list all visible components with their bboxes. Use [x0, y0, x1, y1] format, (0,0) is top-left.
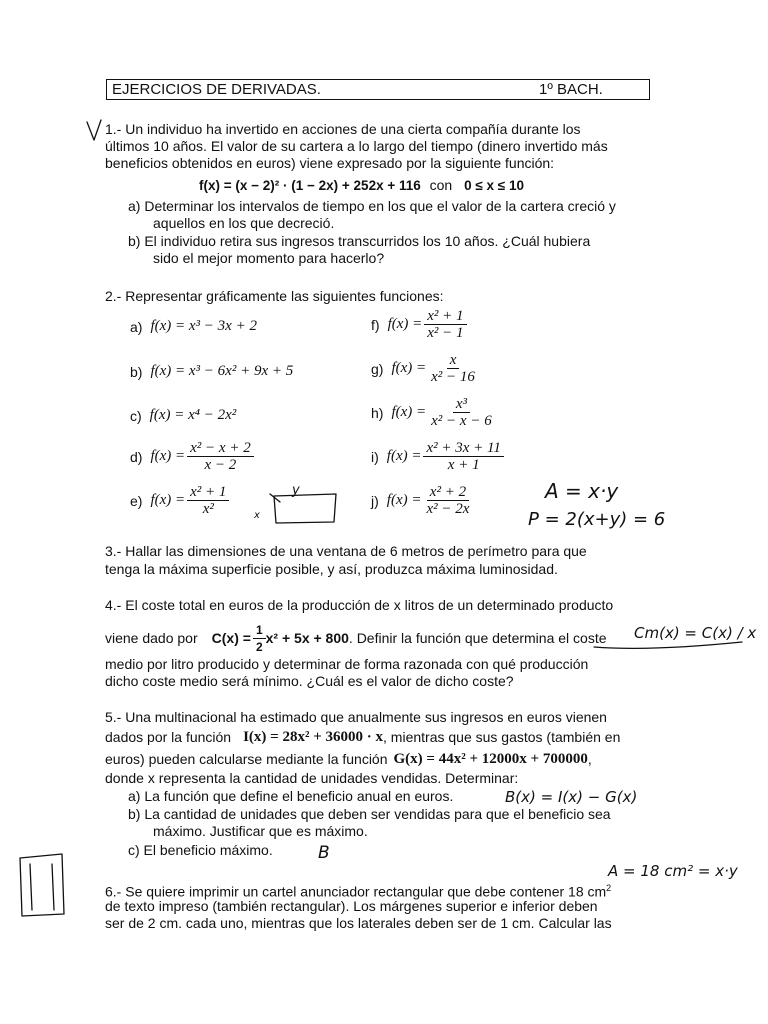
ex1-item-a-2: aquellos en los que decreció. [153, 215, 335, 231]
ex1-item-b-2: sido el mejor momento para hacerlo? [153, 250, 385, 266]
window-rectangle-sketch [252, 480, 342, 533]
ex4-line-2: viene dado por C(x) = $\frac{1}{2}$ x² + 5x + 800 . Definir la función que determina el coste [105, 623, 607, 654]
ex1-line-2: últimos 10 años. El valor de su cartera a lo largo del tiempo (dinero invertido más [105, 138, 608, 154]
ex5-line-3: euros) pueden calcularse mediante la función G(x) = 44x² + 12000x + 700000 , [105, 751, 592, 767]
svg-text:B: B [318, 843, 330, 863]
ex5-line-1: 5.- Una multinacional ha estimado que anualmente sus ingresos en euros vienen [105, 709, 607, 725]
svg-text:A = x·y: A = x·y [545, 479, 619, 503]
ex5-item-b-2: máximo. Justificar que es máximo. [153, 823, 368, 839]
worksheet-title: EJERCICIOS DE DERIVADAS. [112, 81, 321, 98]
ex1-line-3: beneficios obtenidos en euros) viene expresado por la siguiente función: [105, 155, 555, 171]
ex1-line-1: 1.- Un individuo ha invertido en acciones de una cierta compañía durante los [105, 121, 581, 137]
ex5-line-2: dados por la función I(x) = 28x² + 36000 · x , mientras que sus gastos (también en [105, 729, 621, 745]
ex3-line-1: 3.- Hallar las dimensiones de una ventana de 6 metros de perímetro para que [105, 543, 587, 559]
svg-text:B(x) = I(x) − G(x): B(x) = I(x) − G(x) [505, 788, 638, 806]
ex1-item-a-1: a) Determinar los intervalos de tiempo en los que el valor de la cartera creció y [128, 198, 616, 214]
income-formula: I(x) = 28x² + 36000 · x [243, 729, 384, 745]
ex2-func-b: b) f(x) = x³ − 6x² + 9x + 5 [130, 363, 294, 380]
expense-formula: G(x) = 44x² + 12000x + 700000 [393, 751, 588, 767]
check-mark-icon [85, 118, 105, 145]
ex1-item-b-1: b) El individuo retira sus ingresos transcurridos los 10 años. ¿Cuál hubiera [128, 233, 591, 249]
ex1-con: con [429, 177, 453, 193]
course-level: 1º BACH. [539, 81, 603, 98]
sketch-y-label: y [292, 483, 300, 498]
ex3-line-2: tenga la máxima superficie posible, y así, produzca máxima luminosidad. [105, 561, 558, 577]
ex2-func-f: f) f(x) = $\frac{\text{x² + 1}}{\text{x² − 1}}$ [371, 308, 467, 341]
ex2-func-e: e) f(x) = $\frac{\text{x² + 1}}{\text{x²}}$ [130, 484, 229, 517]
ex1-formula-row [199, 177, 524, 194]
coste-medio-annotation [592, 612, 757, 665]
benefit-annotation [505, 784, 645, 813]
ex6-line-3: ser de 2 cm. cada uno, mientras que los laterales deben ser de 1 cm. Calcular las [105, 915, 612, 931]
ex2-func-i: i) f(x) = $\frac{\text{x² + 3x + 11}}{x + 1}$ [371, 440, 504, 473]
ex6-line-1: 6.- Se quiere imprimir un cartel anunciador rectangular que debe contener 18 $cm^2$ [105, 883, 612, 900]
ex2-func-h: h) f(x) = $\frac{\text{x³}}{\text{x² − x − 6}}$ [371, 396, 492, 429]
letter-b-annotation [318, 840, 338, 867]
ex5-item-b-1: b) La cantidad de unidades que deben ser vendidas para que el beneficio sea [128, 806, 611, 822]
ex5-line-4: donde x representa la cantidad de unidades vendidas. Determinar: [105, 770, 519, 786]
ex5-item-a: a) La función que define el beneficio anual en euros. [128, 788, 454, 804]
area-18-annotation [608, 856, 758, 889]
ex1-formula: f(x) = (x − 2)² · (1 − 2x) + 252x + 116 [199, 178, 421, 193]
ex4-line-3: medio por litro producido y determinar de forma razonada con qué producción [105, 656, 589, 672]
perimeter-annotation [528, 505, 668, 538]
svg-text:Cm(x) = C(x) / x: Cm(x) = C(x) / x [634, 624, 757, 642]
svg-text:P = 2(x+y) = 6: P = 2(x+y) = 6 [528, 509, 666, 530]
ex2-title: 2.- Representar gráficamente las siguientes funciones: [105, 288, 444, 304]
ex4-line-1: 4.- El coste total en euros de la producción de x litros de un determinado producto [105, 597, 614, 613]
ex2-func-a: a) f(x) = x³ − 3x + 2 [130, 318, 257, 335]
ex6-line-2: de texto impreso (también rectangular). Los márgenes superior e inferior deben [105, 898, 598, 914]
ex2-func-g: g) f(x) = $\frac{x}{\text{x² − 16}}$ [371, 352, 475, 385]
ex2-func-c: c) f(x) = x⁴ − 2x² [130, 407, 237, 424]
ex2-func-j: j) f(x) = $\frac{\text{x² + 2}}{\text{x² − 2x}}$ [371, 484, 470, 517]
ex1-domain: 0 ≤ x ≤ 10 [464, 178, 524, 193]
ex4-line-4: dicho coste medio será mínimo. ¿Cuál es el valor de dicho coste? [105, 673, 514, 689]
ex2-func-d: d) f(x) = $\frac{\text{x² − x + 2}}{x - 2}$ [130, 440, 254, 473]
svg-text:A = 18 cm² = x·y: A = 18 cm² = x·y [608, 862, 738, 880]
sketch-x-label: x [254, 510, 260, 521]
poster-rectangle-sketch [14, 852, 74, 925]
ex5-item-c: c) El beneficio máximo. [128, 842, 273, 858]
